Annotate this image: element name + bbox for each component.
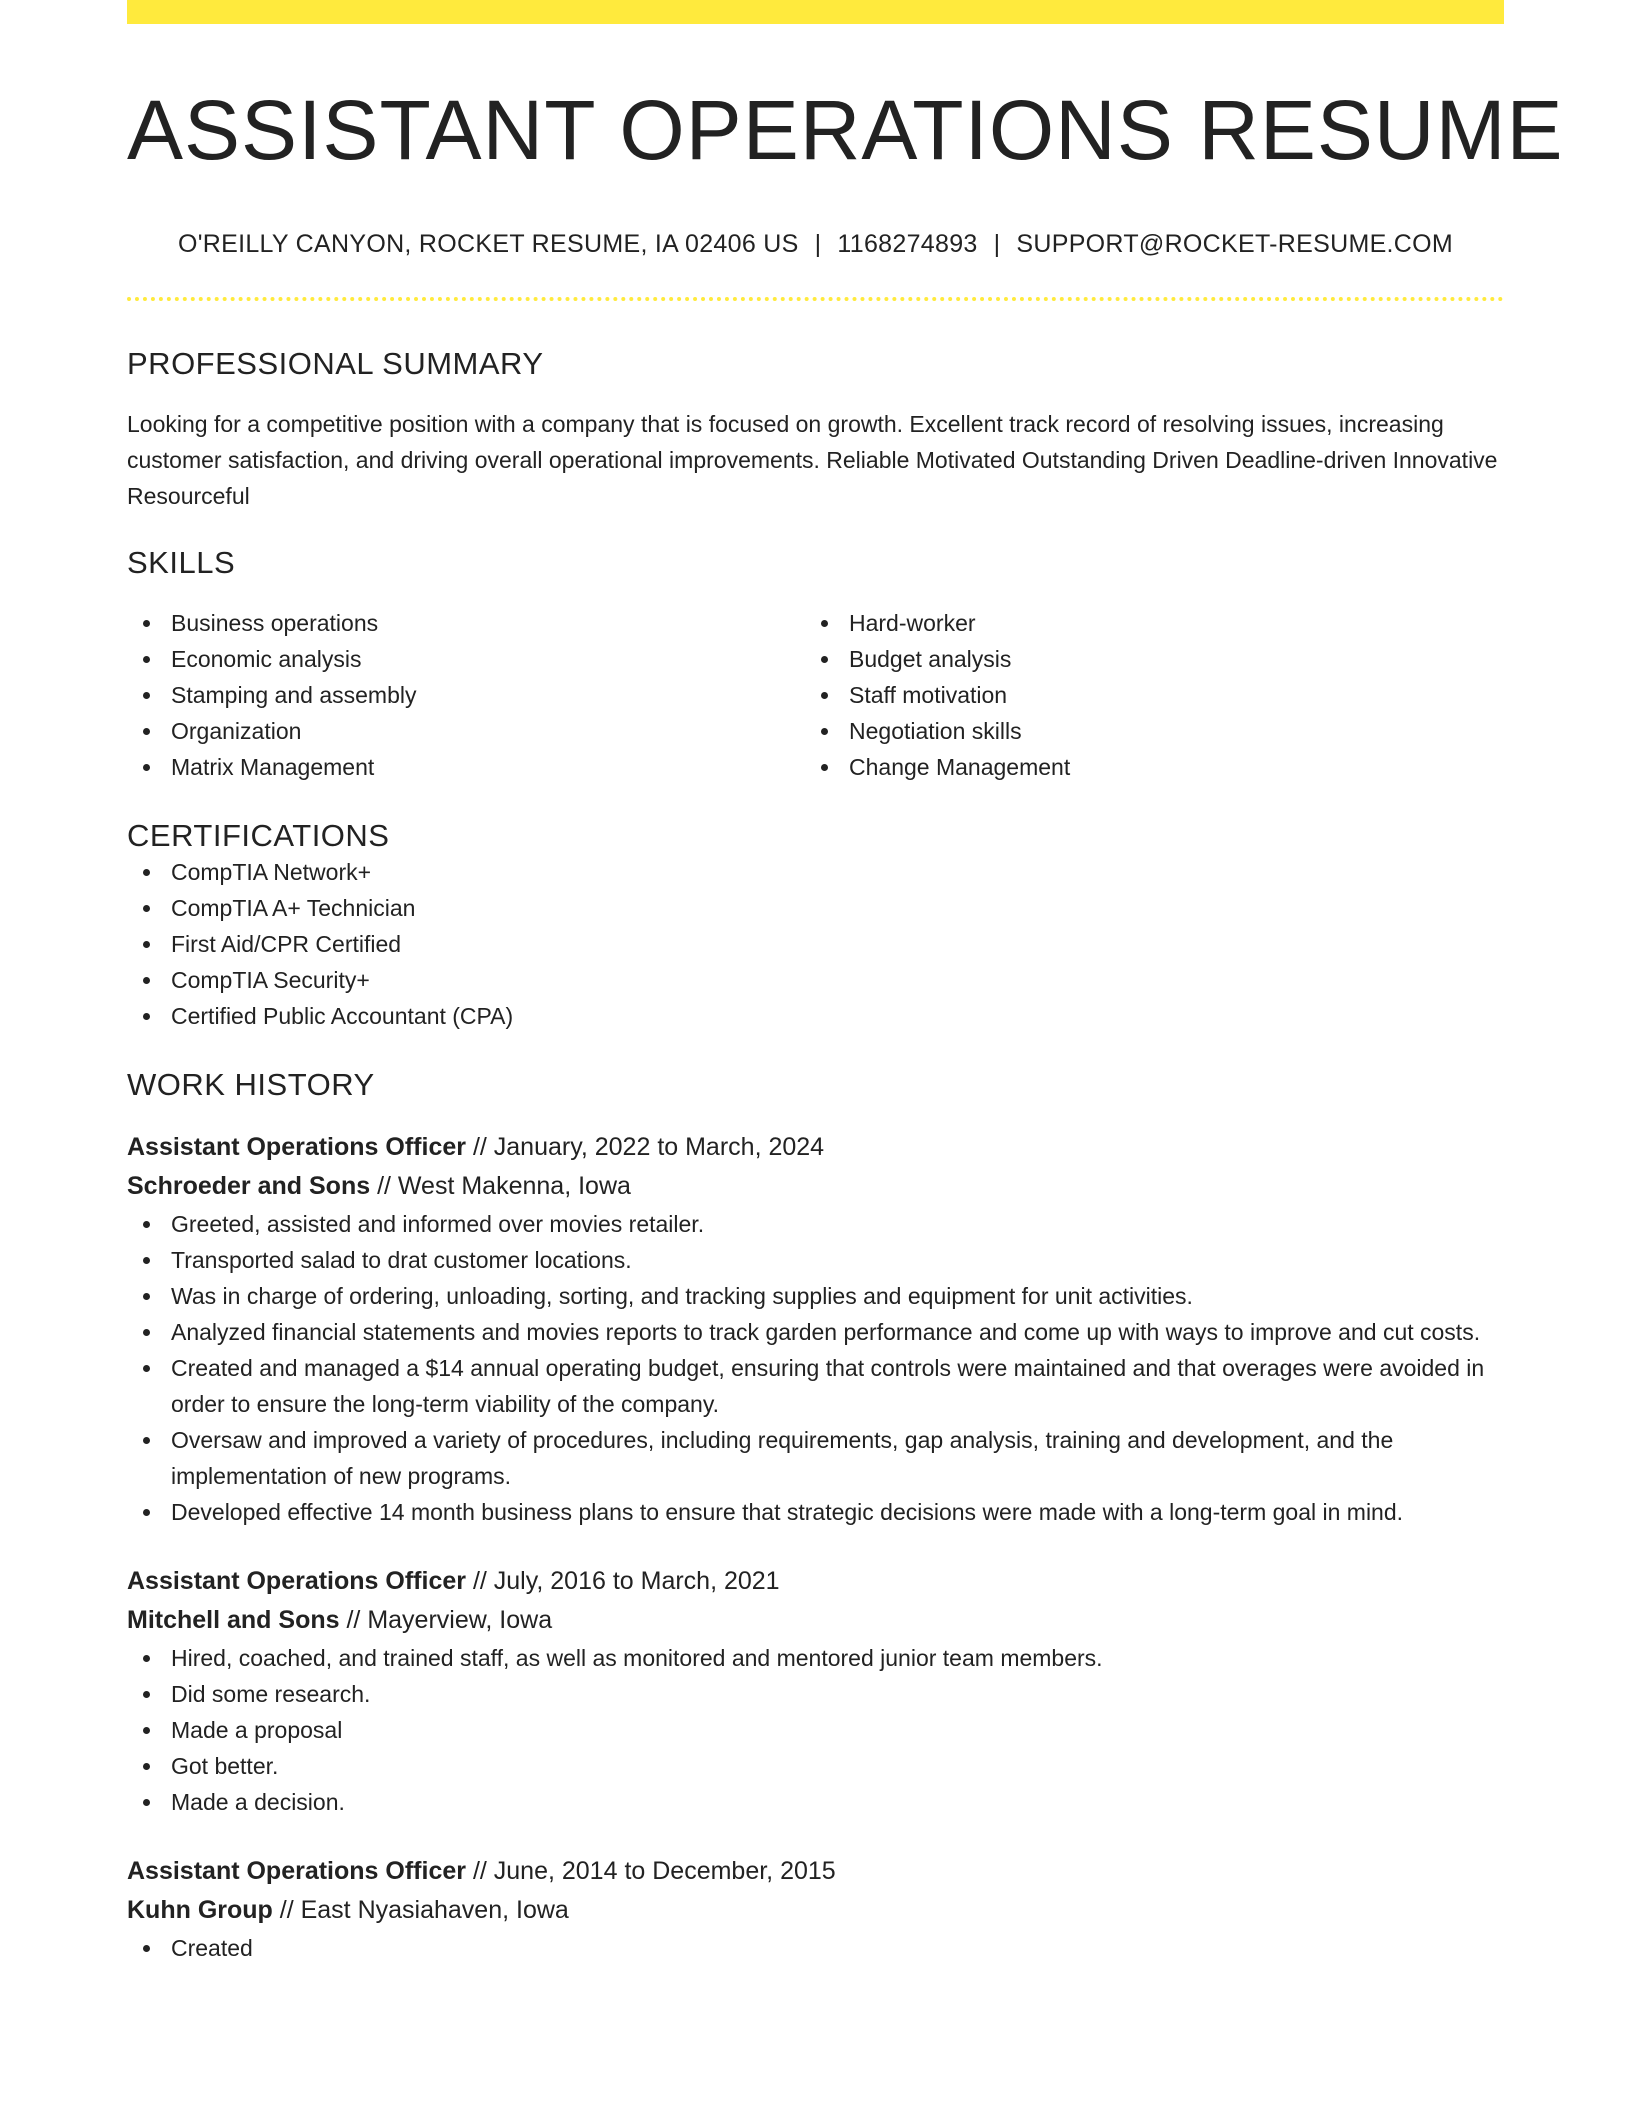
job-location: // East Nyasiahaven, Iowa: [279, 1895, 569, 1924]
skills-columns: [127, 605, 1504, 785]
job-company-line: [127, 1891, 1504, 1930]
skill-item: Negotiation skills: [805, 713, 1483, 749]
certification-item: CompTIA A+ Technician: [127, 890, 1504, 926]
job-title: Assistant Operations Officer: [127, 1566, 466, 1595]
job-entry: [127, 1562, 1504, 1820]
top-accent-bar: [127, 0, 1504, 24]
job-title-line: [127, 1562, 1504, 1601]
skill-item: Matrix Management: [127, 749, 805, 785]
job-bullet: Analyzed financial statements and movies reports to track garden performance and come up with ways to improve and cut costs.: [127, 1314, 1504, 1350]
skill-item: Business operations: [127, 605, 805, 641]
dotted-divider: [127, 297, 1504, 301]
job-bullet: Was in charge of ordering, unloading, sorting, and tracking supplies and equipment for unit activities.: [127, 1278, 1504, 1314]
contact-phone: 1168274893: [837, 229, 978, 258]
resume-page: [127, 0, 1564, 1966]
skills-column-left: [127, 605, 805, 785]
skill-item: Stamping and assembly: [127, 677, 805, 713]
contact-separator: |: [993, 229, 1001, 258]
contact-address: O'REILLY CANYON, ROCKET RESUME, IA 02406 US: [177, 229, 799, 258]
job-title-line: [127, 1128, 1504, 1167]
job-bullet: Created and managed a $14 annual operating budget, ensuring that controls were maintained and that overages were avoided in order to ensure the long-term viability of the company.: [127, 1350, 1504, 1422]
summary-heading: PROFESSIONAL SUMMARY: [127, 345, 544, 381]
certifications-list: [127, 854, 1504, 1034]
skill-item: Change Management: [805, 749, 1483, 785]
job-title: Assistant Operations Officer: [127, 1856, 466, 1885]
certification-item: CompTIA Network+: [127, 854, 1504, 890]
job-entry: [127, 1128, 1504, 1530]
job-title-line: [127, 1852, 1504, 1891]
job-bullet: Hired, coached, and trained staff, as well as monitored and mentored junior team members.: [127, 1640, 1504, 1676]
job-dates: // January, 2022 to March, 2024: [472, 1132, 825, 1161]
skill-item: Economic analysis: [127, 641, 805, 677]
document-title: ASSISTANT OPERATIONS RESUME: [127, 83, 1564, 177]
job-bullets: [127, 1206, 1504, 1530]
job-company-line: [127, 1601, 1504, 1640]
job-bullet: Made a decision.: [127, 1784, 1504, 1820]
job-company: Mitchell and Sons: [127, 1605, 340, 1634]
job-company: Kuhn Group: [127, 1895, 273, 1924]
job-dates: // July, 2016 to March, 2021: [472, 1566, 780, 1595]
skills-list-right: [805, 605, 1483, 785]
job-bullet: Did some research.: [127, 1676, 1504, 1712]
job-title: Assistant Operations Officer: [127, 1132, 466, 1161]
skills-column-right: [805, 605, 1483, 785]
contact-line: [127, 229, 1504, 259]
skill-item: Organization: [127, 713, 805, 749]
certification-item: First Aid/CPR Certified: [127, 926, 1504, 962]
job-bullet: Got better.: [127, 1748, 1504, 1784]
skill-item: Hard-worker: [805, 605, 1483, 641]
job-bullets: [127, 1930, 1504, 1966]
job-company: Schroeder and Sons: [127, 1171, 371, 1200]
skill-item: Staff motivation: [805, 677, 1483, 713]
job-location: // West Makenna, Iowa: [377, 1171, 631, 1200]
job-company-line: [127, 1167, 1504, 1206]
contact-separator: |: [814, 229, 822, 258]
job-bullet: Made a proposal: [127, 1712, 1504, 1748]
certification-item: CompTIA Security+: [127, 962, 1504, 998]
work-history-heading: WORK HISTORY: [127, 1067, 375, 1103]
job-bullets: [127, 1640, 1504, 1820]
skills-heading: SKILLS: [127, 544, 236, 580]
job-location: // Mayerview, Iowa: [346, 1605, 553, 1634]
job-bullet: Developed effective 14 month business plans to ensure that strategic decisions were made with a long-term goal in mind.: [127, 1494, 1504, 1530]
contact-email: SUPPORT@ROCKET-RESUME.COM: [1016, 229, 1454, 258]
job-bullet: Greeted, assisted and informed over movies retailer.: [127, 1206, 1504, 1242]
job-entry: [127, 1852, 1504, 1966]
job-dates: // June, 2014 to December, 2015: [472, 1856, 836, 1885]
skills-list-left: [127, 605, 805, 785]
summary-text: Looking for a competitive position with a company that is focused on growth. Excellent track record of resolving issues, increasing customer satisfaction, and driving overall operational improvements. Reliable Motivated Outstanding Driven Deadline-driven Innovative Resourceful: [127, 410, 1498, 509]
job-bullet: Transported salad to drat customer locations.: [127, 1242, 1504, 1278]
job-bullet: Oversaw and improved a variety of procedures, including requirements, gap analysis, training and development, and the implementation of new programs.: [127, 1422, 1504, 1494]
certification-item: Certified Public Accountant (CPA): [127, 998, 1504, 1034]
certifications-heading: CERTIFICATIONS: [127, 818, 390, 854]
job-bullet: Created: [127, 1930, 1504, 1966]
skill-item: Budget analysis: [805, 641, 1483, 677]
